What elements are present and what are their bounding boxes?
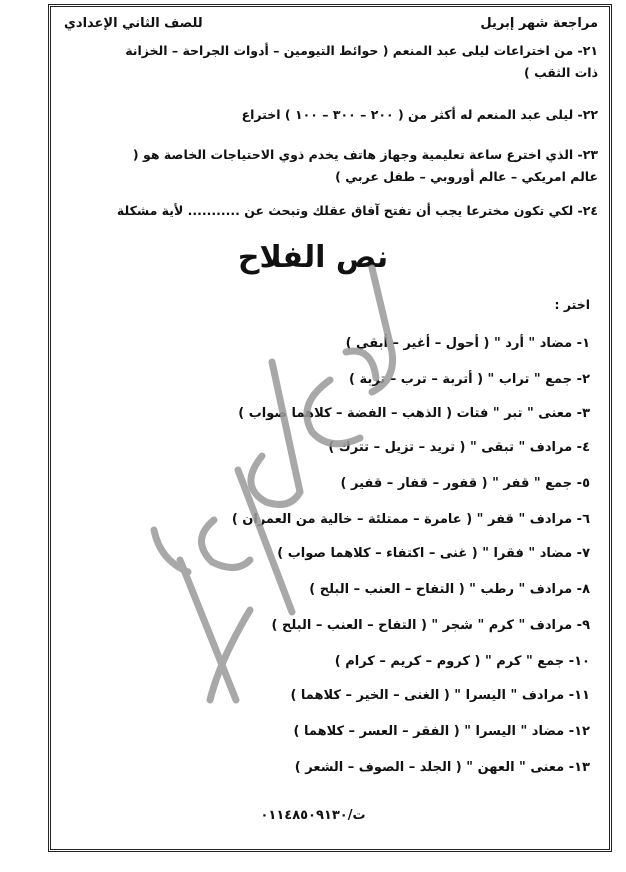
list-item: ١٢- مضاد " اليسرا " ( الفقر – العسر – كلاهما ) — [293, 724, 590, 739]
list-item: ١٠- جمع " كرم " ( كروم – كريم – كرام ) — [334, 654, 590, 669]
list-item: ٢- جمع " تراب " ( أتربة – ترب – تربة ) — [349, 372, 590, 387]
question-21-line2: ذات الثقب ) — [524, 65, 598, 80]
question-22: ٢٢- ليلى عبد المنعم له أكثر من ( ٢٠٠ – ٣٠٠ – ١٠٠ ) اختراع — [241, 107, 598, 122]
list-item: ١- مضاد " أرد " ( أحول – أغير – أبقي ) — [345, 336, 590, 351]
question-23-line1: ٢٣- الذي اخترع ساعة تعليمية وجهاز هاتف يخدم ذوي الاحتياجات الخاصة هو ( — [132, 147, 598, 162]
question-24: ٢٤- لكي تكون مخترعا يجب أن تفتح آفاق عقلك وتبحث عن ........... لأية مشكلة — [116, 203, 598, 218]
question-21-line1: ٢١- من اختراعات ليلى عبد المنعم ( حوائط التيومين – أدوات الجراحة – الخزانة — [125, 43, 598, 58]
choose-label: اختر : — [554, 297, 590, 312]
list-item: ٦- مرادف " قفر " ( عامرة – ممتلئة – خالية من العمران ) — [231, 512, 590, 527]
section-title: نص الفلاح — [237, 240, 389, 275]
list-item: ٤- مرادف " تبقى " ( تريد – تزيل – تترك ) — [328, 440, 590, 455]
grade-title: للصف الثاني الإعدادي — [64, 16, 203, 31]
list-item: ١٣- معنى " العهن " ( الجلد – الصوف – الشعر ) — [294, 760, 590, 775]
review-title: مراجعة شهر إبريل — [480, 16, 598, 31]
phone-number: ت/٠١١٤٨٥٠٩١٣٠ — [260, 808, 366, 823]
list-item: ٥- جمع " قفر " ( قفور – قفار – قفير ) — [340, 476, 590, 491]
list-item: ٩- مرادف " كرم " شجر " ( التفاح – العنب – البلح ) — [271, 618, 590, 633]
list-item: ٣- معنى " تبر " فتات ( الذهب – الفضة – كلاهما صواب ) — [238, 406, 590, 421]
list-item: ٨- مرادف " رطب " ( التفاح – العنب – البلح ) — [309, 582, 590, 597]
list-item: ٧- مضاد " فقرا " ( غنى – اكتفاء – كلاهما صواب ) — [277, 546, 590, 561]
question-23-line2: عالم امريكي – عالم أوروبي – طفل عربي ) — [335, 169, 598, 184]
list-item: ١١- مرادف " اليسرا " ( الغنى – الخير – كلاهما ) — [290, 688, 590, 703]
